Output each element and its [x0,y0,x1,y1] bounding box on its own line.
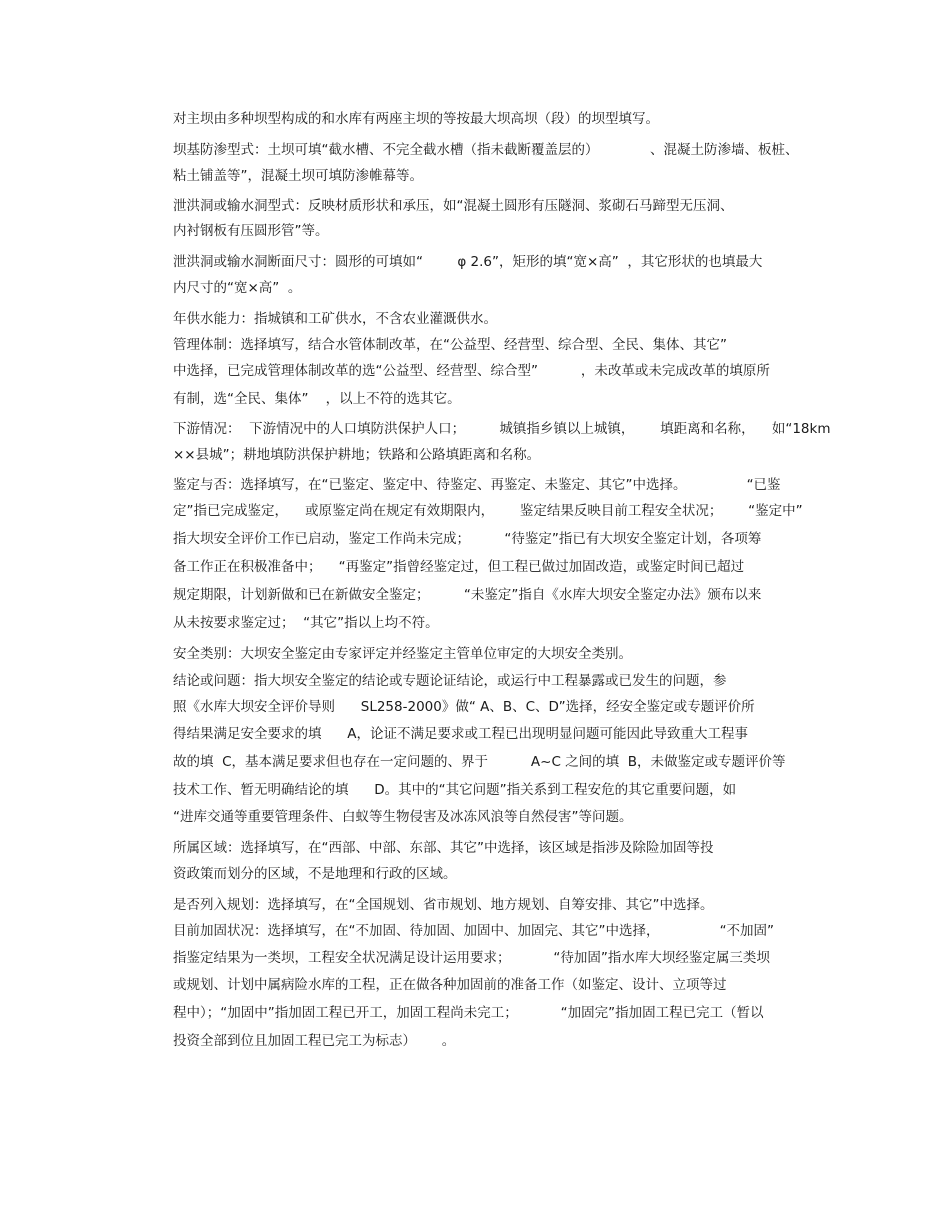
text-line: 定”指已完成鉴定， 或原鉴定尚在规定有效期限内， 鉴定结果反映目前工程安全状况； “鉴定中” [173,503,803,519]
text-line: 照《水库大坝安全评价导则 SL258-2000》做“ A、B、C、D”选择，经安全鉴定或专题评价所 [173,699,755,715]
text-line: 规定期限，计划新做和已在新做安全鉴定； “未鉴定”指自《水库大坝安全鉴定办法》颁布以来 [173,587,762,603]
text-line: 结论或问题：指大坝安全鉴定的结论或专题论证结论，或运行中工程暴露或已发生的问题，参 [173,673,727,689]
text-line: 得结果满足安全要求的填 A，论证不满足要求或工程已出现明显问题可能因此导致重大工程事 [173,726,748,742]
text-line: 年供水能力：指城镇和工矿供水，不含农业灌溉供水。 [173,311,497,327]
text-line: 鉴定与否：选择填写，在“已鉴定、鉴定中、待鉴定、再鉴定、未鉴定、其它”中选择。 “已鉴 [173,477,781,493]
text-line: 坝基防渗型式：土坝可填“截水槽、不完全截水槽（指未截断覆盖层的） 、混凝土防渗墙、板桩、 [173,142,799,158]
text-line: 目前加固状况：选择填写，在“不加固、待加固、加固中、加固完、其它”中选择， “不加固” [173,923,775,939]
text-line: 对主坝由多种坝型构成的和水库有两座主坝的等按最大坝高坝（段）的坝型填写。 [173,111,659,127]
text-line: 所属区域：选择填写，在“西部、中部、东部、其它”中选择，该区域是指涉及除险加固等投 [173,840,714,856]
text-line: 投资全部到位且加固工程已完工为标志） 。 [173,1033,456,1049]
text-line: 是否列入规划：选择填写，在“全国规划、省市规划、地方规划、自筹安排、其它”中选择。 [173,897,714,913]
text-line: 内衬钢板有压圆形管”等。 [173,223,329,239]
text-line: 内尺寸的“宽×高” 。 [173,280,302,296]
text-line: 技术工作、暂无明确结论的填 D。其中的“其它问题”指关系到工程安危的其它重要问题，如 [173,782,737,798]
text-line: 粘土铺盖等”，混凝土坝可填防渗帷幕等。 [173,168,423,184]
text-line: “进库交通等重要管理条件、白蚁等生物侵害及冰冻风浪等自然侵害”等问题。 [173,809,633,825]
text-line: 资政策而划分的区域，不是地理和行政的区域。 [173,866,457,882]
text-line: 备工作正在积极准备中； “再鉴定”指曾经鉴定过，但工程已做过加固改造，或鉴定时间已超过 [173,559,745,575]
text-line: 泄洪洞或输水洞断面尺寸：圆形的可填如“ φ 2.6”，矩形的填“宽×高” ，其它形状的也填最大 [173,254,763,270]
text-line: ××县城”；耕地填防洪保护耕地；铁路和公路填距离和名称。 [173,447,541,463]
text-line: 从未按要求鉴定过； “其它”指以上均不符。 [173,615,439,631]
text-line: 程中）；“加固中”指加固工程已开工，加固工程尚未完工； “加固完”指加固工程已完工（暂以 [173,1005,764,1021]
text-line: 安全类别：大坝安全鉴定由专家评定并经鉴定主管单位审定的大坝安全类别。 [173,646,632,662]
text-line: 指鉴定结果为一类坝，工程安全状况满足设计运用要求； “待加固”指水库大坝经鉴定属三类坝 [173,950,770,966]
text-line: 中选择，已完成管理体制改革的选“公益型、经营型、综合型” ，未改革或未完成改革的填原所 [173,363,770,379]
text-line: 管理体制：选择填写，结合水管体制改革，在“公益型、经营型、综合型、全民、集体、其它” [173,337,727,353]
text-line: 或规划、计划中属病险水库的工程，正在做各种加固前的准备工作（如鉴定、设计、立项等过 [173,977,727,993]
text-line: 有制，选“全民、集体” ，以上不符的选其它。 [173,391,461,407]
text-line: 故的填 C，基本满足要求但也存在一定问题的、界于 A~C 之间的填 B，未做鉴定或专题评价等 [173,754,786,770]
text-line: 指大坝安全评价工作已启动，鉴定工作尚未完成； “待鉴定”指已有大坝安全鉴定计划，各项筹 [173,531,762,547]
text-line: 泄洪洞或输水洞型式：反映材质形状和承压，如“混凝土圆形有压隧洞、浆砌石马蹄型无压洞、 [173,198,734,214]
text-line: 下游情况： 下游情况中的人口填防洪保护人口； 城镇指乡镇以上城镇， 填距离和名称， 如“18km [173,421,831,437]
